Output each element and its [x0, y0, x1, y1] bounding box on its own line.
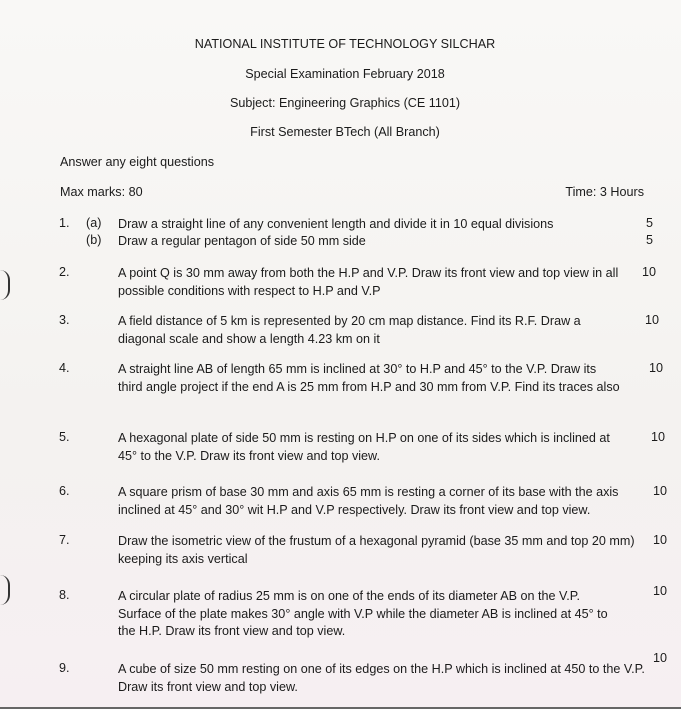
- marks: 5: [645, 216, 653, 230]
- question-text: Draw a straight line of any convenient length and divide it in 10 equal divisions: [118, 217, 554, 231]
- marks: 10: [648, 361, 663, 375]
- question-text: A cube of size 50 mm resting on one of its edges on the H.P which is inclined at 450 to the V.P. Draw its front view and top view.: [118, 662, 645, 694]
- punch-hole-mark: [0, 270, 10, 300]
- institute-name: NATIONAL INSTITUTE OF TECHNOLOGY SILCHAR: [194, 37, 496, 51]
- max-marks: Max marks: 80: [60, 185, 143, 199]
- question-text: A straight line AB of length 65 mm is inclined at 30° to H.P and 45° to the V.P. Draw its third angle project if the end A is 25 mm from H.P and 30 mm from V.P. Find its traces also: [118, 362, 620, 394]
- marks: 10: [652, 651, 667, 665]
- question-text: Draw the isometric view of the frustum of a hexagonal pyramid (base 35 mm and top 20 mm) keeping its axis vertical: [118, 534, 635, 566]
- marks: 10: [644, 313, 659, 327]
- part-label: (a): [86, 216, 102, 230]
- question-number: 3.: [59, 313, 70, 327]
- marks: 10: [641, 265, 656, 279]
- instructions: Answer any eight questions: [60, 155, 215, 169]
- question-text: A field distance of 5 km is represented by 20 cm map distance. Find its R.F. Draw a diagonal scale and show a length 4.23 km on it: [118, 314, 581, 346]
- marks: 10: [652, 533, 667, 547]
- question-number: 4.: [59, 361, 70, 375]
- question-number: 2.: [59, 265, 70, 279]
- question-text: A square prism of base 30 mm and axis 65 mm is resting a corner of its base with the axis inclined at 45° and 30° wit H.P and V.P respectively. Draw its front view and top view.: [118, 485, 619, 517]
- question-text: A hexagonal plate of side 50 mm is resting on H.P on one of its sides which is inclined at 45° to the V.P. Draw its front view and top view.: [118, 431, 610, 463]
- semester: First Semester BTech (All Branch): [250, 125, 440, 139]
- question-text: A point Q is 30 mm away from both the H.P and V.P. Draw its front view and top view in all possible conditions with respect to H.P and V.P: [118, 266, 619, 298]
- punch-hole-mark: [0, 575, 10, 605]
- marks: 10: [652, 584, 667, 598]
- subject: Subject: Engineering Graphics (CE 1101): [229, 96, 461, 110]
- marks: 5: [645, 233, 653, 247]
- question-number: 7.: [59, 533, 70, 547]
- time-allowed: Time: 3 Hours: [565, 185, 644, 199]
- question-text: Draw a regular pentagon of side 50 mm side: [118, 234, 366, 248]
- question-number: 5.: [59, 430, 70, 444]
- question-text: A circular plate of radius 25 mm is on one of the ends of its diameter AB on the V.P. Surface of the plate makes 30° angle with V.P while the diameter AB is inclined at 45° to the H.P. Draw its front view and top view.: [118, 589, 608, 638]
- question-number: 8.: [59, 588, 70, 602]
- marks: 10: [650, 430, 665, 444]
- part-label: (b): [86, 233, 102, 247]
- question-number: 6.: [59, 484, 70, 498]
- marks: 10: [652, 484, 667, 498]
- question-number: 1.: [59, 216, 70, 230]
- question-number: 9.: [59, 661, 70, 675]
- exam-title: Special Examination February 2018: [245, 67, 445, 81]
